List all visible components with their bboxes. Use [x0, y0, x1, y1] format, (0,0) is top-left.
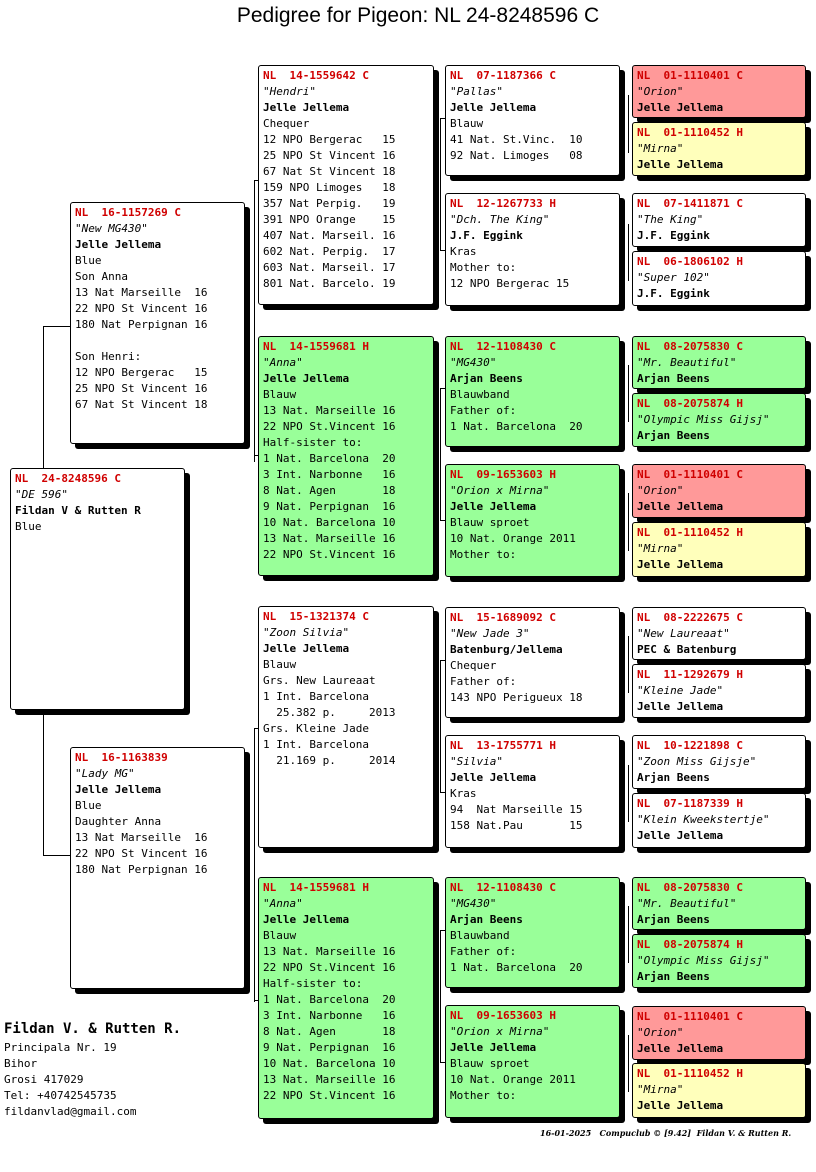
ring-number: NL 01-1110401 C — [637, 69, 743, 82]
pigeon-name: "Mr. Beautiful" — [637, 356, 737, 369]
owner-name: Arjan Beens — [637, 913, 710, 926]
pigeon-card-sdd[interactable] — [445, 464, 620, 577]
pigeon-card-sire[interactable] — [70, 202, 245, 444]
pigeon-name: "Klein Kweekstertje" — [637, 813, 770, 826]
info-line: Mother to: — [450, 261, 517, 274]
connector-line — [254, 180, 255, 462]
info-line: Blue — [75, 254, 102, 267]
pigeon-card-dsd[interactable] — [445, 735, 620, 848]
pigeon-name: "Anna" — [263, 356, 303, 369]
pigeon-name: "Orion" — [637, 484, 684, 497]
pigeon-card-g6[interactable] — [632, 393, 806, 447]
info-line: 13 Nat. Marseille 16 — [263, 1073, 396, 1086]
pigeon-name: "The King" — [637, 213, 704, 226]
ring-number: NL 15-1689092 C — [450, 611, 556, 624]
pigeon-card-g4[interactable] — [632, 251, 806, 306]
info-line: 12 NPO Bergerac 15 — [263, 133, 396, 146]
pigeon-card-g1[interactable] — [632, 65, 806, 118]
info-line: 10 Nat. Orange 2011 — [450, 532, 576, 545]
info-line: 22 NPO St Vincent 16 — [75, 302, 208, 315]
info-line: 1 Nat. Barcelona 20 — [263, 452, 396, 465]
pigeon-name: "Kleine Jade" — [637, 684, 724, 697]
pigeon-name: "Orion" — [637, 1026, 684, 1039]
owner-name: Jelle Jellema — [263, 642, 350, 655]
pigeon-card-g13[interactable] — [632, 877, 806, 930]
info-line: 13 Nat. Marseille 16 — [263, 532, 396, 545]
connector-line — [254, 728, 255, 1002]
pigeon-name: "DE 596" — [15, 488, 68, 501]
info-line: 159 NPO Limoges 18 — [263, 181, 396, 194]
info-line: 25 NPO St Vincent 16 — [263, 149, 396, 162]
info-line: 12 NPO Bergerac 15 — [75, 366, 208, 379]
pigeon-card-dds[interactable] — [445, 877, 620, 988]
pigeon-name: "New Jade 3" — [450, 627, 530, 640]
info-line — [75, 333, 240, 349]
owner-name: Jelle Jellema — [637, 1042, 724, 1055]
pigeon-card-sire-dam[interactable] — [258, 336, 434, 576]
owner-name: Jelle Jellema — [637, 158, 724, 171]
info-line: Blauwband — [450, 929, 510, 942]
connector-line — [628, 365, 629, 422]
info-line: 180 Nat Perpignan 16 — [75, 318, 208, 331]
owner-name: Arjan Beens — [450, 913, 523, 926]
info-line: 1 Nat. Barcelona 20 — [263, 993, 396, 1006]
info-line: 1 Int. Barcelona — [263, 738, 369, 751]
info-line: 357 Nat Perpig. 19 — [263, 197, 396, 210]
info-line: Father of: — [450, 404, 517, 417]
info-line: Blauw — [450, 117, 484, 130]
connector-line — [440, 930, 441, 1062]
info-line: Daughter Anna — [75, 815, 162, 828]
breeder-phone: Tel: +40742545735 — [4, 1089, 117, 1102]
pigeon-name: "New MG430" — [75, 222, 148, 235]
ring-number: NL 09-1653603 H — [450, 1009, 556, 1022]
owner-name: Jelle Jellema — [450, 1041, 537, 1054]
info-line: 602 Nat. Perpig. 17 — [263, 245, 396, 258]
pigeon-card-g5[interactable] — [632, 336, 806, 389]
pigeon-card-dam[interactable] — [70, 747, 245, 989]
ring-number: NL 01-1110401 C — [637, 1010, 743, 1023]
ring-number: NL 08-2075874 H — [637, 397, 743, 410]
ring-number: NL 01-1110401 C — [637, 468, 743, 481]
info-line: 10 Nat. Barcelona 10 — [263, 1057, 396, 1070]
info-line: 94 Nat Marseille 15 — [450, 803, 583, 816]
info-line: 22 NPO St.Vincent 16 — [263, 548, 396, 561]
pigeon-name: "MG430" — [450, 356, 497, 369]
info-line: 1 Int. Barcelona — [263, 690, 369, 703]
pigeon-card-g8[interactable] — [632, 522, 806, 577]
pigeon-name: "Hendri" — [263, 85, 316, 98]
pigeon-name: "Olympic Miss Gijsj" — [637, 954, 770, 967]
pigeon-name: "Mirna" — [637, 142, 684, 155]
owner-name: Arjan Beens — [637, 372, 710, 385]
pigeon-card-sire-sire[interactable] — [258, 65, 434, 305]
ring-number: NL 12-1108430 C — [450, 340, 556, 353]
pigeon-name: "Orion x Mirna" — [450, 1025, 550, 1038]
info-line: 41 Nat. St.Vinc. 10 — [450, 133, 583, 146]
owner-name: J.F. Eggink — [450, 229, 523, 242]
info-line: 391 NPO Orange 15 — [263, 213, 396, 226]
info-line: Blauw — [263, 388, 297, 401]
info-line: 22 NPO St.Vincent 16 — [263, 961, 396, 974]
owner-name: Jelle Jellema — [637, 700, 724, 713]
breeder-address-line: Grosi 417029 — [4, 1073, 84, 1086]
connector-line — [440, 388, 441, 520]
info-line: 801 Nat. Barcelo. 19 — [263, 277, 396, 290]
pigeon-card-g3[interactable] — [632, 193, 806, 247]
pigeon-name: "Mirna" — [637, 1083, 684, 1096]
info-line: Grs. New Laureaat — [263, 674, 376, 687]
pigeon-name: "Lady MG" — [75, 767, 135, 780]
pigeon-name: "Zoon Miss Gijsje" — [637, 755, 757, 768]
info-line: Blauwband — [450, 388, 510, 401]
page-title: Pedigree for Pigeon: NL 24-8248596 C — [236, 4, 600, 27]
pigeon-card-g14[interactable] — [632, 934, 806, 988]
breeder-address-line: Bihor — [4, 1057, 38, 1070]
info-line: 67 Nat St Vincent 18 — [263, 165, 396, 178]
pigeon-card-g11[interactable] — [632, 735, 806, 789]
info-line: Son Anna — [75, 270, 128, 283]
pigeon-card-g12[interactable] — [632, 793, 806, 848]
owner-name: Arjan Beens — [637, 429, 710, 442]
info-line: Blue — [75, 799, 102, 812]
ring-number: NL 06-1806102 H — [637, 255, 743, 268]
pigeon-card-g2[interactable] — [632, 122, 806, 176]
pigeon-card-ddd[interactable] — [445, 1005, 620, 1118]
breeder-address-line: Principala Nr. 19 — [4, 1041, 117, 1054]
owner-name: Arjan Beens — [637, 970, 710, 983]
info-line: 603 Nat. Marseil. 17 — [263, 261, 396, 274]
breeder-info — [4, 1018, 181, 1120]
info-line: 3 Int. Narbonne 16 — [263, 1009, 396, 1022]
ring-number: NL 08-2075830 C — [637, 881, 743, 894]
pigeon-card-g15[interactable] — [632, 1006, 806, 1060]
connector-line — [628, 493, 629, 551]
info-line: 180 Nat Perpignan 16 — [75, 863, 208, 876]
info-line: Kras — [450, 245, 477, 258]
ring-number: NL 01-1110452 H — [637, 1067, 743, 1080]
pigeon-name: "Mr. Beautiful" — [637, 897, 737, 910]
info-line: Son Henri: — [75, 350, 142, 363]
info-line: 67 Nat St Vincent 18 — [75, 398, 208, 411]
info-line: 22 NPO St Vincent 16 — [75, 847, 208, 860]
info-line: 10 Nat. Barcelona 10 — [263, 516, 396, 529]
info-line: 3 Int. Narbonne 16 — [263, 468, 396, 481]
info-line: 13 Nat. Marseille 16 — [263, 404, 396, 417]
ring-number: NL 13-1755771 H — [450, 739, 556, 752]
pigeon-card-sss[interactable] — [445, 65, 620, 176]
pigeon-card-sds[interactable] — [445, 336, 620, 447]
owner-name: J.F. Eggink — [637, 229, 710, 242]
pigeon-name: "MG430" — [450, 897, 497, 910]
ring-number: NL 16-1163839 — [75, 751, 168, 764]
info-line: Grs. Kleine Jade — [263, 722, 369, 735]
ring-number: NL 07-1187339 H — [637, 797, 743, 810]
owner-name: Jelle Jellema — [263, 101, 350, 114]
info-line: Blauw — [263, 658, 297, 671]
pigeon-card-g9[interactable] — [632, 607, 806, 660]
pigeon-name: "Orion" — [637, 85, 684, 98]
owner-name: Fildan V & Rutten R — [15, 504, 141, 517]
ring-number: NL 07-1187366 C — [450, 69, 556, 82]
pigeon-card-dss[interactable] — [445, 607, 620, 718]
info-line: 8 Nat. Agen 18 — [263, 1025, 396, 1038]
info-line: Mother to: — [450, 548, 517, 561]
pigeon-name: "Orion x Mirna" — [450, 484, 550, 497]
owner-name: Arjan Beens — [450, 372, 523, 385]
info-line: Mother to: — [450, 1089, 517, 1102]
pigeon-name: "Olympic Miss Gijsj" — [637, 413, 770, 426]
pigeon-card-dam-dam[interactable] — [258, 877, 434, 1119]
owner-name: Jelle Jellema — [450, 500, 537, 513]
owner-name: Jelle Jellema — [263, 372, 350, 385]
breeder-email[interactable]: fildanvlad@gmail.com — [4, 1105, 137, 1118]
ring-number: NL 24-8248596 C — [15, 472, 121, 485]
info-line: 9 Nat. Perpignan 16 — [263, 500, 396, 513]
pigeon-name: "New Laureaat" — [637, 627, 730, 640]
connector-line — [628, 906, 629, 963]
info-line: Chequer — [263, 117, 310, 130]
ring-number: NL 10-1221898 C — [637, 739, 743, 752]
info-line: Half-sister to: — [263, 977, 363, 990]
info-line: 13 Nat Marseille 16 — [75, 286, 208, 299]
owner-name: J.F. Eggink — [637, 287, 710, 300]
connector-line — [43, 326, 70, 327]
info-line: 143 NPO Perigueux 18 — [450, 691, 583, 704]
connector-line — [440, 118, 441, 250]
footer-credit: 16-01-2025 Compuclub © [9.42] Fildan V. & Rutten R. — [540, 1128, 792, 1138]
info-line: 9 Nat. Perpignan 16 — [263, 1041, 396, 1054]
pigeon-name: "Super 102" — [637, 271, 710, 284]
info-line: 21.169 p. 2014 — [263, 754, 396, 767]
owner-name: Jelle Jellema — [450, 101, 537, 114]
connector-line — [43, 855, 70, 856]
info-line: 92 Nat. Limoges 08 — [450, 149, 583, 162]
info-line: Blauw sproet — [450, 516, 530, 529]
owner-name: Jelle Jellema — [75, 238, 162, 251]
connector-line — [43, 710, 44, 855]
ring-number: NL 11-1292679 H — [637, 668, 743, 681]
ring-number: NL 16-1157269 C — [75, 206, 181, 219]
info-line: Blue — [15, 520, 42, 533]
pigeon-name: "Silvia" — [450, 755, 503, 768]
pigeon-name: "Mirna" — [637, 542, 684, 555]
info-line: Kras — [450, 787, 477, 800]
info-line: 8 Nat. Agen 18 — [263, 484, 396, 497]
ring-number: NL 14-1559642 C — [263, 69, 369, 82]
pigeon-name: "Anna" — [263, 897, 303, 910]
ring-number: NL 14-1559681 H — [263, 340, 369, 353]
connector-line — [43, 326, 44, 468]
info-line: 13 Nat. Marseille 16 — [263, 945, 396, 958]
info-line: Half-sister to: — [263, 436, 363, 449]
info-line: 25 NPO St Vincent 16 — [75, 382, 208, 395]
connector-line — [628, 95, 629, 153]
info-line: Blauw — [263, 929, 297, 942]
pigeon-name: "Zoon Silvia" — [263, 626, 350, 639]
owner-name: Arjan Beens — [637, 771, 710, 784]
ring-number: NL 14-1559681 H — [263, 881, 369, 894]
pigeon-card-dam-sire[interactable] — [258, 606, 434, 848]
ring-number: NL 12-1108430 C — [450, 881, 556, 894]
connector-line — [628, 765, 629, 822]
info-line: Chequer — [450, 659, 497, 672]
ring-number: NL 15-1321374 C — [263, 610, 369, 623]
info-line: Blauw sproet — [450, 1057, 530, 1070]
owner-name: Jelle Jellema — [637, 1099, 724, 1112]
info-line: 12 NPO Bergerac 15 — [450, 277, 570, 290]
pigeon-card-g10[interactable] — [632, 664, 806, 718]
ring-number: NL 08-2075830 C — [637, 340, 743, 353]
info-line: 25.382 p. 2013 — [263, 706, 396, 719]
info-line: Father of: — [450, 675, 517, 688]
info-line: Father of: — [450, 945, 517, 958]
owner-name: Jelle Jellema — [263, 913, 350, 926]
ring-number: NL 08-2075874 H — [637, 938, 743, 951]
pigeon-name: "Pallas" — [450, 85, 503, 98]
pigeon-card-g16[interactable] — [632, 1063, 806, 1118]
owner-name: PEC & Batenburg — [637, 643, 737, 656]
owner-name: Jelle Jellema — [637, 101, 724, 114]
ring-number: NL 07-1411871 C — [637, 197, 743, 210]
owner-name: Jelle Jellema — [637, 558, 724, 571]
info-line: 22 NPO St.Vincent 16 — [263, 420, 396, 433]
owner-name: Jelle Jellema — [637, 500, 724, 513]
breeder-name: Fildan V. & Rutten R. — [4, 1021, 182, 1037]
info-line: 10 Nat. Orange 2011 — [450, 1073, 576, 1086]
ring-number: NL 12-1267733 H — [450, 197, 556, 210]
ring-number: NL 08-2222675 C — [637, 611, 743, 624]
info-line: 22 NPO St.Vincent 16 — [263, 1089, 396, 1102]
info-line: 407 Nat. Marseil. 16 — [263, 229, 396, 242]
info-line: 13 Nat Marseille 16 — [75, 831, 208, 844]
pigeon-card-g7[interactable] — [632, 464, 806, 518]
connector-line — [628, 224, 629, 281]
connector-line — [628, 636, 629, 693]
owner-name: Batenburg/Jellema — [450, 643, 563, 656]
owner-name: Jelle Jellema — [637, 829, 724, 842]
info-line: 158 Nat.Pau 15 — [450, 819, 583, 832]
owner-name: Jelle Jellema — [450, 771, 537, 784]
ring-number: NL 01-1110452 H — [637, 126, 743, 139]
ring-number: NL 01-1110452 H — [637, 526, 743, 539]
owner-name: Jelle Jellema — [75, 783, 162, 796]
pigeon-card-ssd[interactable] — [445, 193, 620, 306]
connector-line — [628, 1035, 629, 1092]
info-line: 1 Nat. Barcelona 20 — [450, 420, 583, 433]
pigeon-card-subject[interactable] — [10, 468, 185, 710]
info-line: 1 Nat. Barcelona 20 — [450, 961, 583, 974]
pigeon-name: "Dch. The King" — [450, 213, 550, 226]
ring-number: NL 09-1653603 H — [450, 468, 556, 481]
connector-line — [440, 660, 441, 792]
